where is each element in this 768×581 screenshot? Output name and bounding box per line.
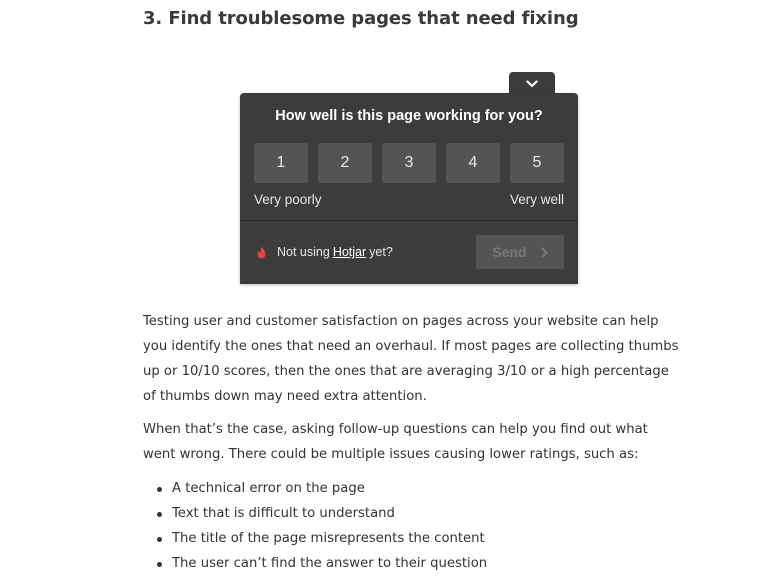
send-button[interactable] bbox=[476, 235, 564, 269]
section-heading: 3. Find troublesome pages that need fixing bbox=[143, 8, 579, 29]
rating-button-3[interactable]: 3 bbox=[382, 143, 436, 183]
body-paragraph-1: Testing user and customer satisfaction on pages across your website can help you identify the ones that need an overhaul. If most pages are collecting thumbs up or 10/10 scores, then the ones that are averaging 3/10 or a high percentage of thumbs down may need extra attention. bbox=[143, 314, 679, 404]
rating-scale bbox=[254, 143, 564, 183]
rating-button-5[interactable]: 5 bbox=[510, 143, 564, 183]
rating-button-4[interactable]: 4 bbox=[446, 143, 500, 183]
chevron-down-icon bbox=[526, 80, 538, 88]
hotjar-link[interactable]: Hotjar bbox=[332, 245, 367, 259]
feedback-widget bbox=[240, 93, 578, 284]
flame-icon bbox=[256, 246, 267, 259]
widget-divider bbox=[240, 220, 578, 221]
send-button-label: Send bbox=[492, 244, 527, 260]
list-item: The title of the page misrepresents the content bbox=[143, 526, 487, 551]
issues-list bbox=[143, 476, 487, 576]
scale-low-label: Very poorly bbox=[254, 192, 322, 207]
list-item: The user can’t find the answer to their question bbox=[143, 551, 487, 576]
widget-footer-note bbox=[256, 245, 393, 259]
body-paragraph-2: When that’s the case, asking follow-up questions can help you find out what went wrong. There could be multiple issues causing lower ratings, such as: bbox=[143, 422, 648, 462]
list-item: Text that is difficult to understand bbox=[143, 501, 487, 526]
footer-prefix: Not using bbox=[277, 245, 330, 259]
rating-button-2[interactable]: 2 bbox=[318, 143, 372, 183]
widget-question: How well is this page working for you? bbox=[275, 108, 543, 124]
footer-suffix: yet? bbox=[369, 245, 393, 259]
list-item: A technical error on the page bbox=[143, 476, 487, 501]
chevron-right-icon bbox=[541, 247, 548, 258]
scale-high-label: Very well bbox=[509, 192, 564, 207]
feedback-widget-screenshot bbox=[240, 72, 578, 284]
rating-button-1[interactable]: 1 bbox=[254, 143, 308, 183]
